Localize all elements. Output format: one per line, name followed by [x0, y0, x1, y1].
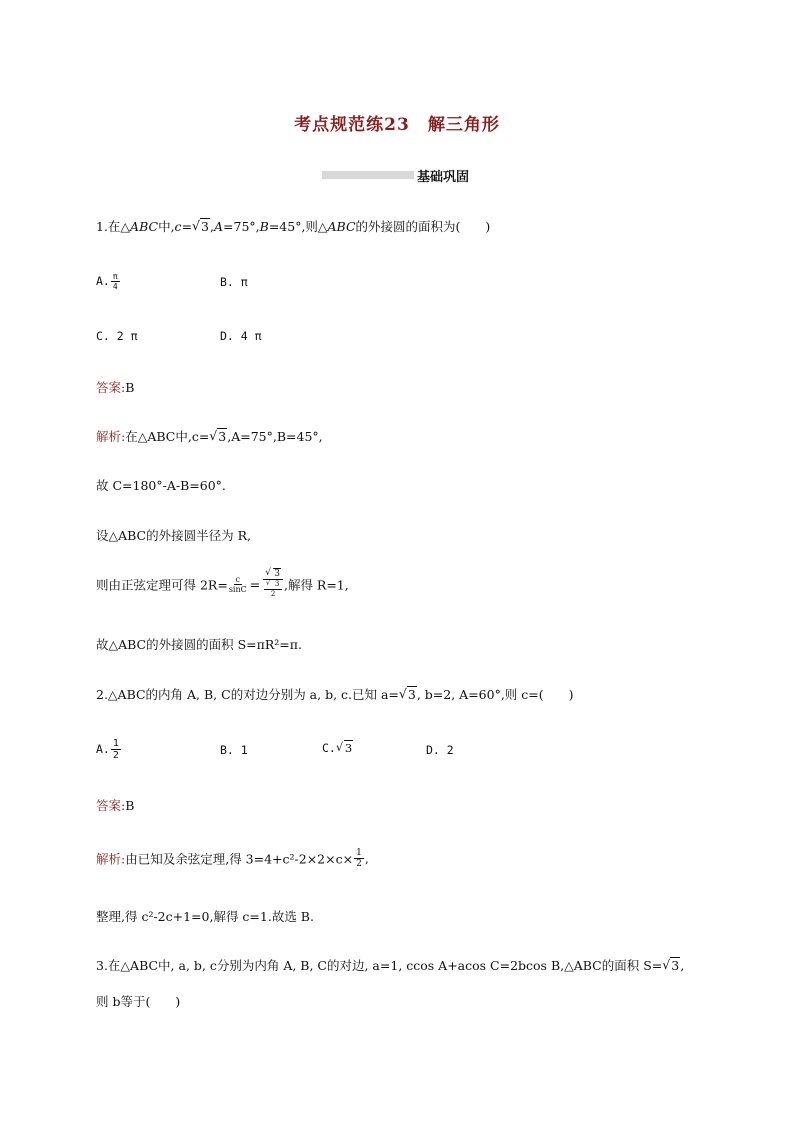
q2-option-a: A. $\frac{1}{2}$ [96, 738, 119, 761]
q2-option-c: C.√ 3 [322, 741, 353, 755]
section-label: 基础巩固 [417, 170, 470, 185]
q2-answer: 答案:B [96, 798, 135, 813]
q2-option-d: D. 2 [426, 743, 454, 757]
q3-stem-line1: 3.在△ABC中, a, b, c分别为内角 A, B, C的对边, a=1, ccos A+acos C=2bcos B,△ABC的面积 S=√ 3, [96, 956, 684, 974]
q2-stem: 2.△ABC的内角 A, B, C的对边分别为 a, b, c.已知 a=√ 3, b=2, A=60°,则 c=( ) [96, 685, 574, 703]
q1-stem: 1.在△ABC中,c=√ 3,A=75°,B=45°,则△ABC的外接圆的面积为( ) [96, 217, 490, 235]
q1-analysis-line1: 解析:在△ABC中,c=√ 3,A=75°,B=45°, [96, 427, 323, 445]
q1-option-a: A. $\frac{\pi}{4}$ [96, 272, 118, 291]
q1-answer: 答案:B [96, 380, 135, 395]
q1-option-d: D. 4 π [220, 329, 262, 343]
q3-stem-line2: 则 b等于( ) [96, 994, 181, 1009]
page-title: 考点规范练23 解三角形 [294, 115, 500, 135]
q1-analysis-line3: 设△ABC的外接圆半径为 R, [96, 528, 251, 543]
q2-analysis-line1: 解析:由已知及余弦定理,得 3=4+c²-2×2×c× $\frac{1}{2}$ , [96, 848, 369, 869]
q1-option-b: B. π [220, 275, 248, 289]
q1-analysis-line5: 故△ABC的外接圆的面积 S=πR²=π. [96, 637, 302, 652]
q1-analysis-line4: 则由正弦定理可得 2R= $\frac{c}{\sin C}$ = √ 3 √ $\frac{3}{2}$ ,解得 R=1, [96, 570, 349, 599]
q1-analysis-line2: 故 C=180°-A-B=60°. [96, 478, 226, 493]
sqrt-symbol: √ 3 [192, 219, 210, 234]
section-bar [322, 171, 414, 179]
q2-option-b: B. 1 [220, 743, 248, 757]
q1-option-c: C. 2 π [96, 329, 138, 343]
q2-analysis-line2: 整理,得 c²-2c+1=0,解得 c=1.故选 B. [96, 909, 314, 924]
